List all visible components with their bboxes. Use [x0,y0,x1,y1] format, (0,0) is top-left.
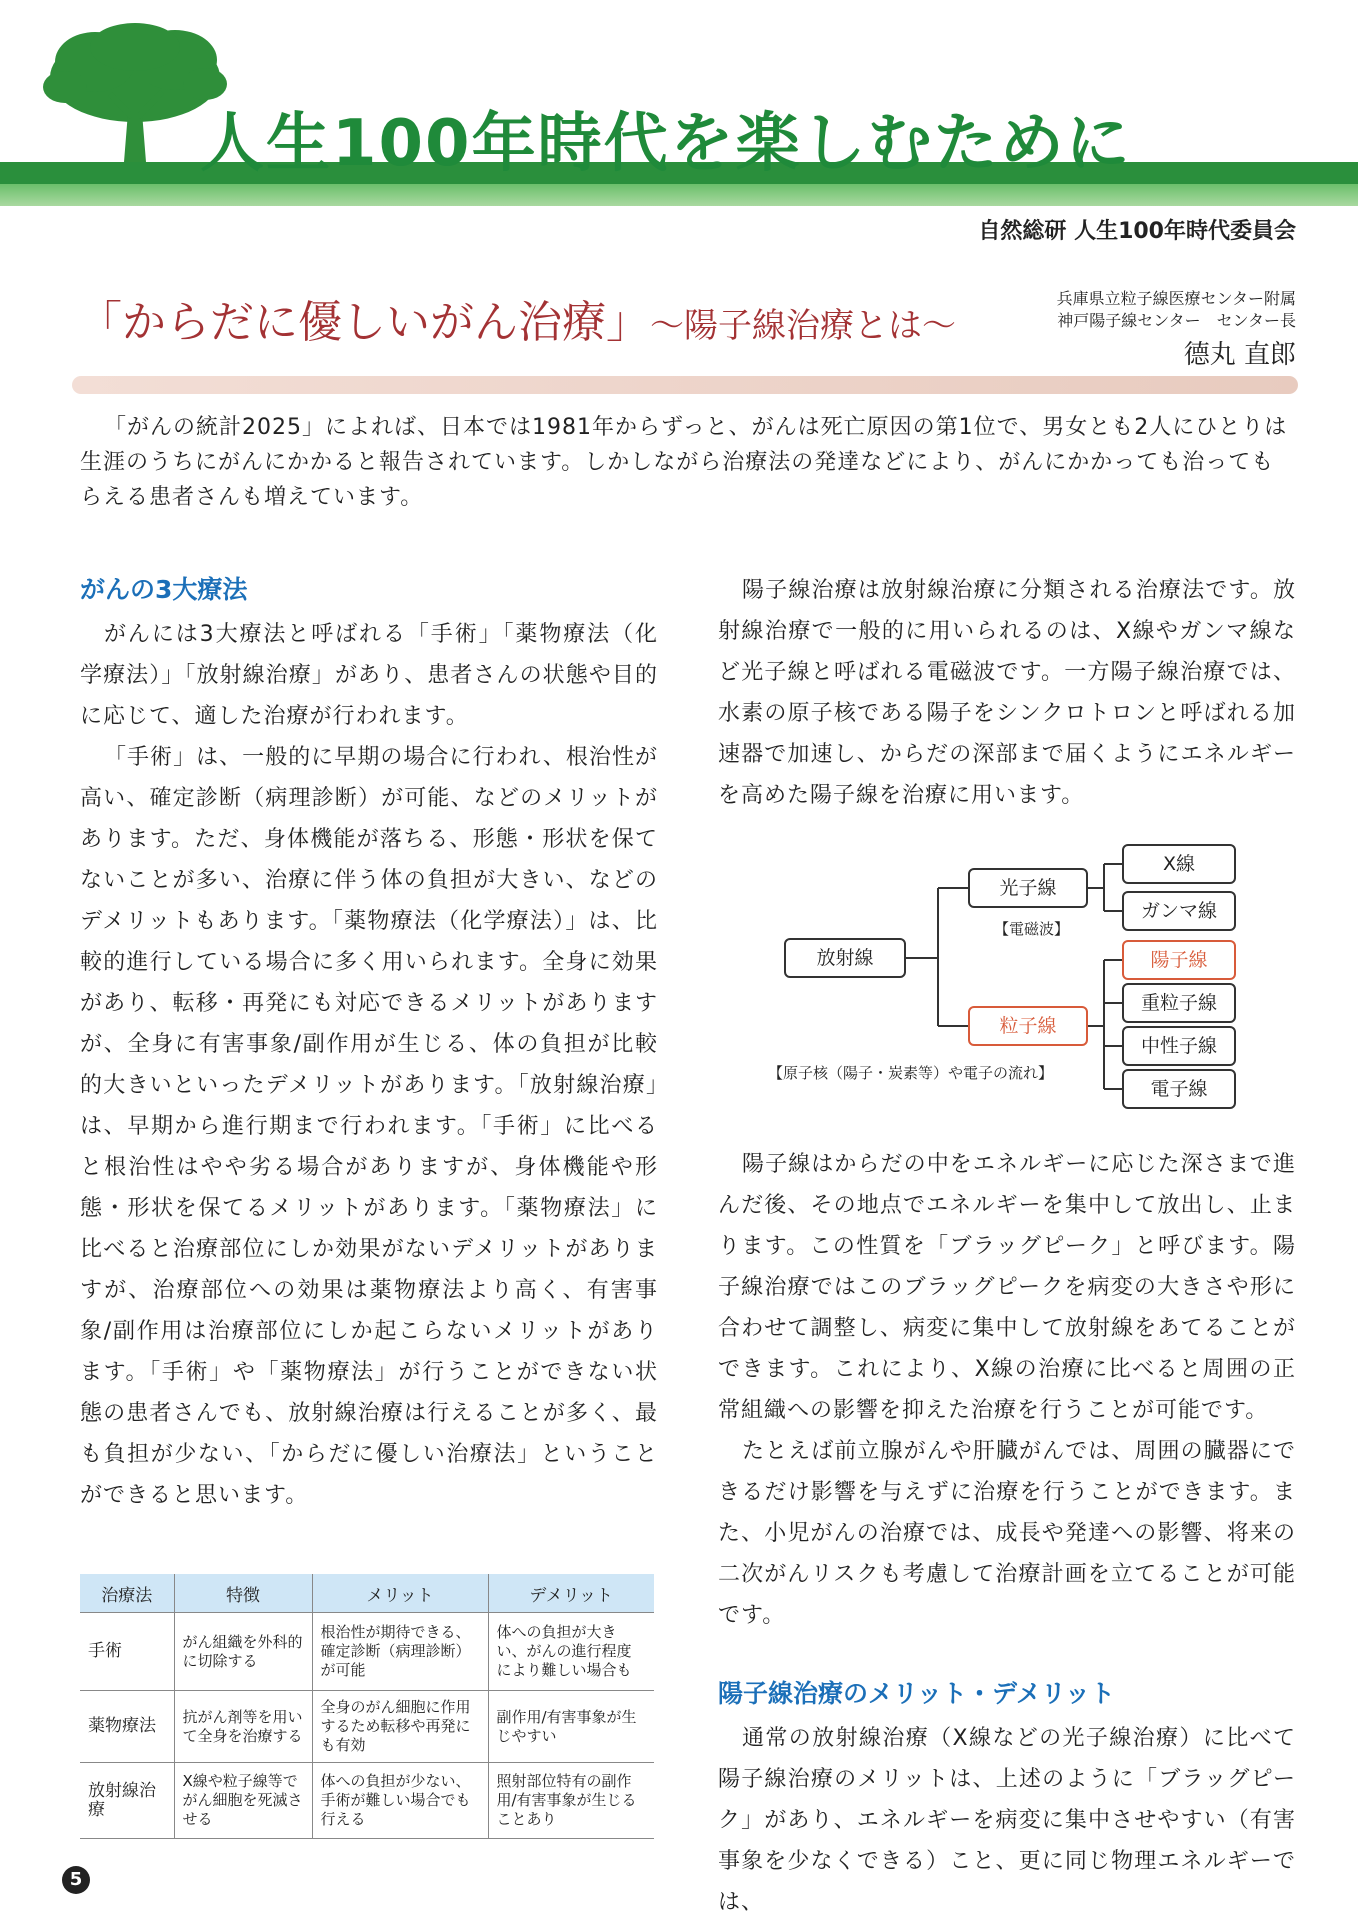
committee-name: 自然総研 人生100年時代委員会 [978,219,1296,244]
table-cell: 手術 [80,1613,174,1691]
table-row [80,1613,654,1691]
table-header-row [80,1574,654,1613]
table-cell: X線や粒子線等でがん細胞を死滅させる [174,1763,312,1839]
section-heading-merits: 陽子線治療のメリット・デメリット [718,1679,1116,1708]
paragraph: 通常の放射線治療（X線などの光子線治療）に比べて陽子線治療のメリットは、上述のように「ブラッグピーク」があり、エネルギーを病変に集中させやすい（有害事象を少なくできる）こと、更に同じ物理エネルギーでは、 [718,1726,1296,1915]
radiation-classification-diagram [718,836,1298,1116]
table-cell: 体への負担が少ない、手術が難しい場合でも行える [312,1763,488,1839]
page-title: 人生100年時代を楽しむために [200,107,1132,181]
table-row [80,1691,654,1763]
lead-paragraph [80,410,1296,515]
lead-text: 「がんの統計2025」によれば、日本では1981年からずっと、がんは死亡原因の第1位で、男女とも2人にひとりは生涯のうちにがんにかかると報告されています。しかしながら治療法の発達などにより、がんにかかっても治ってもらえる患者さんも増えています。 [80,415,1288,510]
diagram-node-proton: 陽子線 [1122,940,1236,980]
page-number: 5 [62,1866,90,1894]
table-cell: がん組織を外科的に切除する [174,1613,312,1691]
diagram-node-electron: 電子線 [1122,1069,1236,1109]
paragraph: 陽子線治療は放射線治療に分類される治療法です。放射線治療で一般的に用いられるのは、X線やガンマ線など光子線と呼ばれる電磁波です。一方陽子線治療では、水素の原子核である陽子をシンクロトロンと呼ばれる加速器で加速し、からだの深部まで届くようにエネルギーを高めた陽子線を治療に用います。 [718,578,1296,808]
affiliation-line-2: 神戸陽子線センター センター長 [1057,311,1296,330]
diagram-note-photon: 【電磁波】 [994,920,1070,938]
right-column-top [718,570,1296,816]
table-header: 特徴 [174,1574,312,1613]
diagram-node-heavy-ion: 重粒子線 [1122,983,1236,1023]
therapy-comparison-table [80,1574,654,1839]
table-row [80,1763,654,1839]
paragraph: 陽子線はからだの中をエネルギーに応じた深さまで進んだ後、その地点でエネルギーを集中して放出し、止まります。この性質を「ブラッグピーク」と呼びます。陽子線治療ではこのブラッグピークを病変の大きさや形に合わせて調整し、病変に集中して放射線をあてることができます。これにより、X線の治療に比べると周囲の正常組織への影響を抑えた治療を行うことが可能です。 [718,1152,1296,1423]
diagram-node-particle: 粒子線 [968,1006,1088,1046]
diagram-node-photon: 光子線 [968,868,1088,908]
diagram-node-gamma: ガンマ線 [1122,891,1236,931]
right-column-bottom [718,1144,1296,1923]
article-title-sub: 〜陽子線治療とは〜 [650,306,956,346]
diagram-node-radiation: 放射線 [784,938,906,978]
diagram-node-neutron: 中性子線 [1122,1026,1236,1066]
table-cell: 抗がん剤等を用いて全身を治療する [174,1691,312,1763]
title-divider [72,376,1298,394]
author-affiliation [1057,288,1296,332]
table-header: 治療法 [80,1574,174,1613]
article-title-main: 「からだに優しいがん治療」 [78,297,650,348]
author-name: 德丸 直郎 [1183,340,1296,370]
paragraph: たとえば前立腺がんや肝臓がんでは、周囲の臓器にできるだけ影響を与えずに治療を行うことができます。また、小児がんの治療では、成長や発達への影響、将来の二次がんリスクも考慮して治療計画を立てることが可能です。 [718,1439,1296,1628]
table-cell: 体への負担が大きい、がんの進行程度により難しい場合も [488,1613,654,1691]
diagram-note-particle: 【原子核（陽子・炭素等）や電子の流れ】 [768,1064,1054,1082]
paragraph: がんには3大療法と呼ばれる「手術」「薬物療法（化学療法）」「放射線治療」があり、患者さんの状態や目的に応じて、適した治療が行われます。 [80,622,658,729]
affiliation-line-1: 兵庫県立粒子線医療センター附属 [1056,289,1296,308]
table-header: デメリット [488,1574,654,1613]
diagram-node-xray: X線 [1122,844,1236,884]
paragraph: 「手術」は、一般的に早期の場合に行われ、根治性が高い、確定診断（病理診断）が可能、などのメリットがあります。ただ、身体機能が落ちる、形態・形状を保てないことが多い、治療に伴う体の負担が大きい、などのデメリットもあります。「薬物療法（化学療法）」は、比較的進行している場合に多く用いられます。全身に効果があり、転移・再発にも対応できるメリットがありますが、全身に有害事象/副作用が生じる、体の負担が比較的大きいといったデメリットがあります。「放射線治療」は、早期から進行期まで行われます。「手術」に比べると根治性はやや劣る場合がありますが、身体機能や形態・形状を保てるメリットがあります。「薬物療法」に比べると治療部位にしか効果がないデメリットがありますが、治療部位への効果は薬物療法より高く、有害事象/副作用は治療部位にしか起こらないメリットがあります。「手術」や「薬物療法」が行うことができない状態の患者さんでも、放射線治療は行えることが多く、最も負担が少ない、「からだに優しい治療法」ということができると思います。 [80,745,658,1508]
left-column [80,570,658,1516]
table-cell: 照射部位特有の副作用/有害事象が生じることあり [488,1763,654,1839]
table-cell: 薬物療法 [80,1691,174,1763]
table-cell: 放射線治療 [80,1763,174,1839]
section-heading-three-therapies: がんの3大療法 [80,575,248,604]
table-cell: 副作用/有害事象が生じやすい [488,1691,654,1763]
table-header: メリット [312,1574,488,1613]
article-title [78,286,956,350]
table-cell: 根治性が期待できる、確定診断（病理診断）が可能 [312,1613,488,1691]
table-cell: 全身のがん細胞に作用するため転移や再発にも有効 [312,1691,488,1763]
